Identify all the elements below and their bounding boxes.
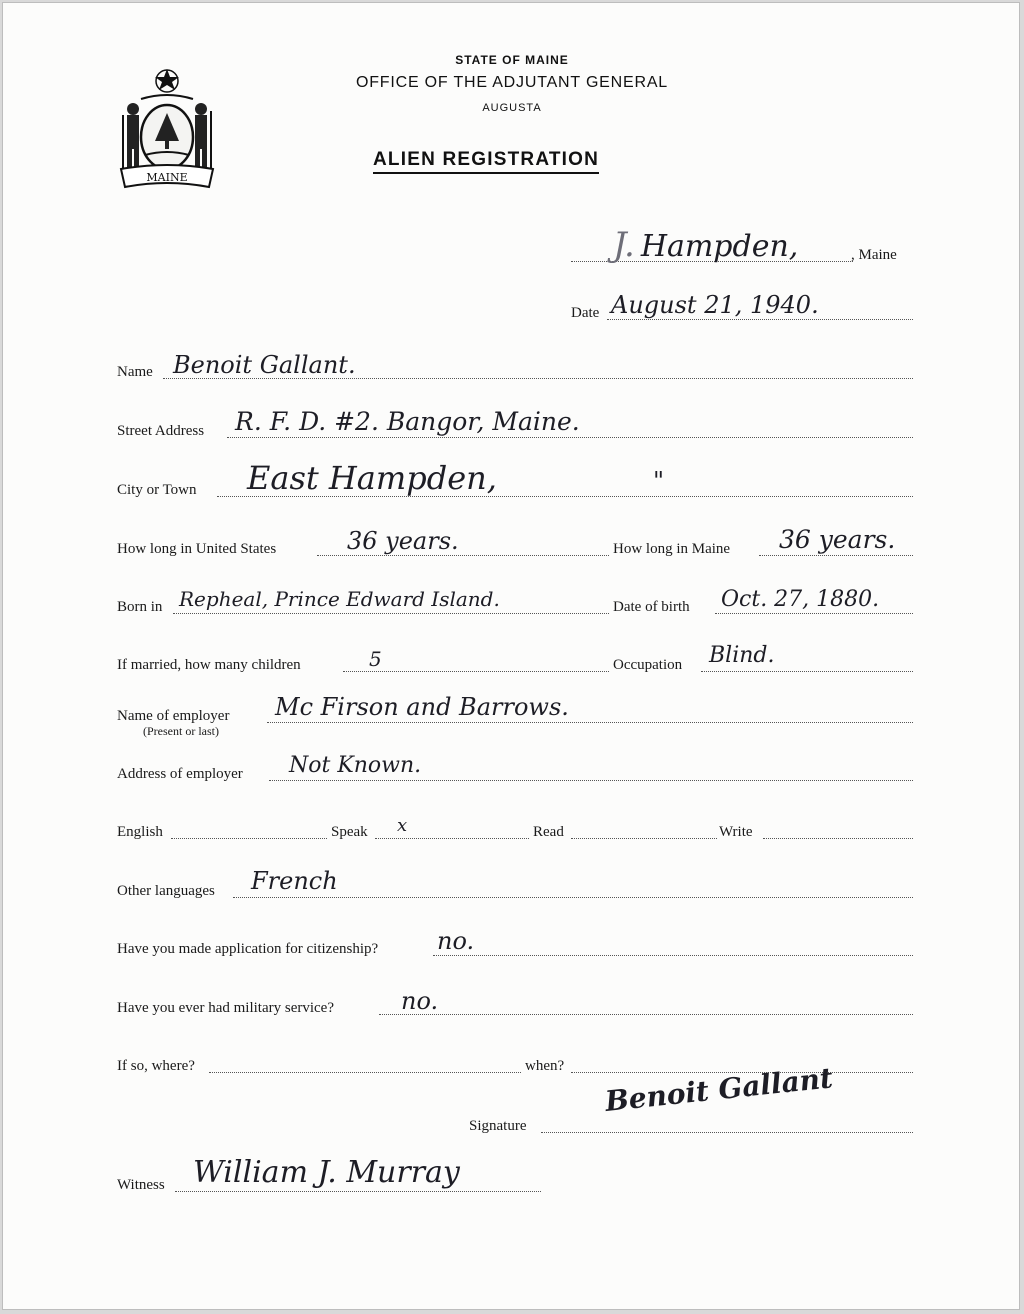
street-address-value: R. F. D. #2. Bangor, Maine. [235, 407, 580, 436]
signature-label: Signature [469, 1118, 527, 1134]
citizenship-line [433, 955, 913, 956]
occupation-value: Blind. [709, 643, 775, 668]
city-label: City or Town [117, 482, 197, 498]
office-heading: OFFICE OF THE ADJUTANT GENERAL [355, 74, 669, 91]
form-title: ALIEN REGISTRATION [373, 149, 599, 174]
children-line [343, 671, 609, 672]
read-line [571, 838, 717, 839]
when-label: when? [525, 1058, 565, 1074]
city-heading: AUGUSTA [482, 102, 542, 114]
years-in-maine-label: How long in Maine [613, 541, 731, 557]
town-value: Hampden, [640, 229, 799, 264]
where-line [209, 1072, 521, 1073]
witness-line [175, 1191, 541, 1192]
write-line [763, 838, 913, 839]
employer-line [267, 722, 913, 723]
read-label: Read [533, 824, 564, 840]
state-heading: STATE OF MAINE [455, 53, 569, 67]
name-value: Benoit Gallant. [173, 351, 356, 379]
street-address-label: Street Address [117, 423, 205, 439]
born-in-value: Repheal, Prince Edward Island. [179, 587, 500, 611]
seal-banner-text: MAINE [146, 171, 188, 184]
date-label: Date [571, 305, 600, 321]
speak-line [375, 838, 529, 839]
employer-value: Mc Firson and Barrows. [275, 693, 569, 721]
other-languages-line [233, 897, 913, 898]
witness-value: William J. Murray [193, 1155, 460, 1190]
years-in-maine-value: 36 years. [779, 525, 896, 554]
english-label: English [117, 824, 163, 840]
employer-address-value: Not Known. [289, 753, 422, 778]
born-in-label: Born in [117, 599, 163, 615]
employer-label: Name of employer [117, 708, 230, 724]
children-value: 5 [369, 647, 382, 671]
witness-label: Witness [117, 1177, 165, 1193]
citizenship-label: Have you made application for citizenship? [117, 941, 379, 957]
citizenship-value: no. [437, 927, 475, 955]
date-of-birth-line [715, 613, 913, 614]
street-address-line [227, 437, 913, 438]
english-line [171, 838, 327, 839]
speak-label: Speak [331, 824, 368, 840]
write-label: Write [719, 824, 753, 840]
name-label: Name [117, 364, 153, 380]
born-in-line [173, 613, 609, 614]
date-line [607, 319, 913, 320]
years-in-us-label: How long in United States [117, 541, 277, 557]
date-of-birth-label: Date of birth [613, 599, 690, 615]
occupation-label: Occupation [613, 657, 683, 673]
signature-value: Benoit Gallant [603, 1061, 835, 1118]
occupation-line [701, 671, 913, 672]
years-in-us-value: 36 years. [347, 527, 459, 555]
other-languages-value: French [251, 867, 338, 895]
registration-form-page: MAINE STATE OF MAINE OFFICE OF THE ADJUTANT GENERAL AUGUSTA ALIEN REGISTRATION J. Hampden, , Maine Date August 21, 1940. Name Benoit Gallant. Street Address R. F. D. #2. Bangor, Maine. City or Town East Hampden, " How long in United States 36 years. How long in Maine 36 years. Born in Repheal, Prince Edward Island. Date of birth Oct. 27, 1880. If married, how many children 5 Occupation Blind. Name of employer (Present or last) Mc Firson and Barrows. Address of employer Not Known. English Speak x Read Write Other languages French Have you made application for citizenship? no. Have you ever had military service? no. If so, where? when? Signature Benoit Gallant Witness William J. Murray [2, 2, 1020, 1310]
city-ditto: " [653, 467, 665, 495]
children-label: If married, how many children [117, 657, 301, 673]
years-in-us-line [317, 555, 609, 556]
where-label: If so, where? [117, 1058, 195, 1074]
military-service-value: no. [401, 987, 439, 1015]
other-languages-label: Other languages [117, 883, 215, 899]
speak-value: x [397, 815, 408, 836]
city-value: East Hampden, [247, 459, 497, 497]
date-of-birth-value: Oct. 27, 1880. [721, 587, 880, 612]
years-in-maine-line [759, 555, 913, 556]
employer-address-line [269, 780, 913, 781]
maine-label: , Maine [851, 247, 897, 263]
military-service-label: Have you ever had military service? [117, 1000, 334, 1016]
employer-address-label: Address of employer [117, 766, 243, 782]
military-service-line [379, 1014, 913, 1015]
date-value: August 21, 1940. [611, 291, 819, 319]
signature-line [541, 1132, 913, 1133]
employer-sublabel: (Present or last) [143, 724, 219, 738]
